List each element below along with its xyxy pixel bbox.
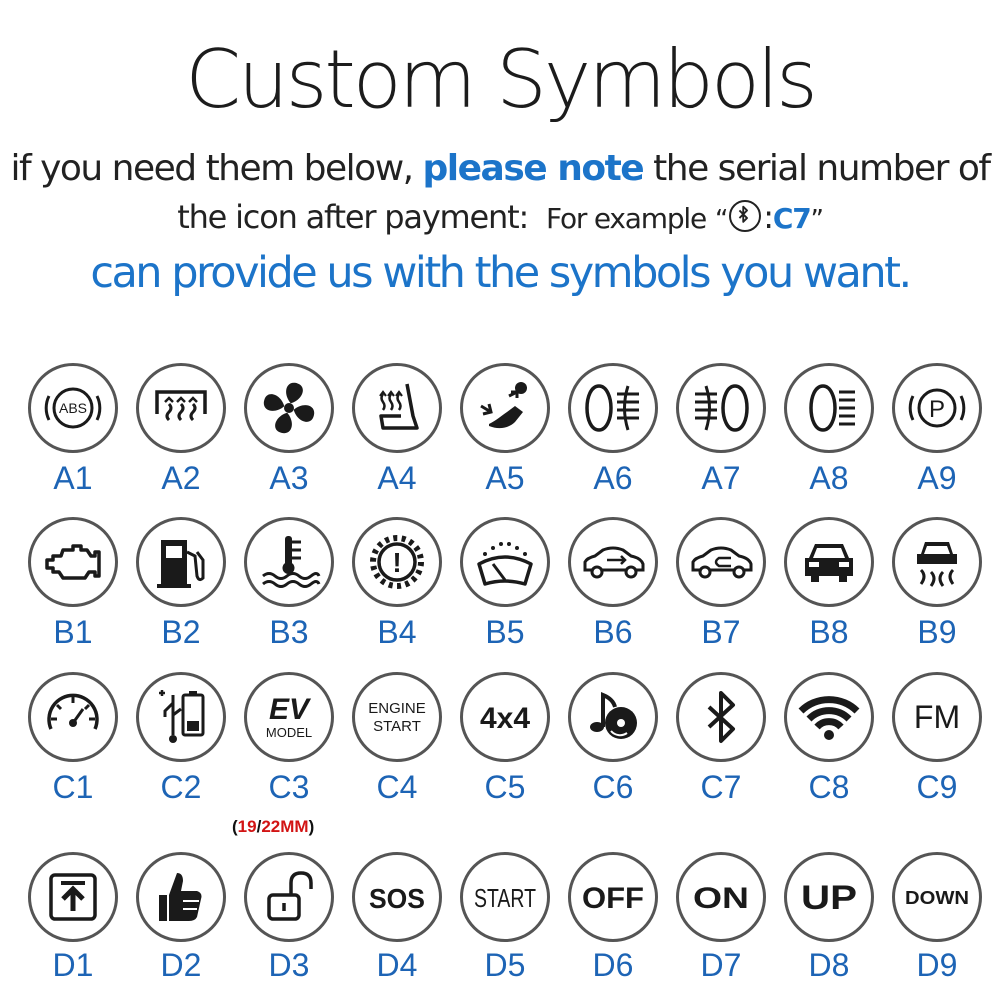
example-code: C7 xyxy=(772,202,811,235)
svg-text:OFF: OFF xyxy=(582,882,644,915)
symbol-code-label: C7 xyxy=(700,769,742,805)
instruction-text: the icon after payment: xyxy=(177,198,529,236)
symbol-code-label: B4 xyxy=(377,614,417,650)
symbol-code-label: D6 xyxy=(592,947,634,983)
svg-text:EV: EV xyxy=(268,693,310,726)
note-size-b: 22MM xyxy=(261,817,309,836)
symbol-code-label: C4 xyxy=(376,769,418,805)
fm-radio-icon xyxy=(892,672,982,762)
svg-text:START: START xyxy=(474,883,537,913)
symbol-code-label: B7 xyxy=(701,614,741,650)
symbol-code-label: D9 xyxy=(916,947,958,983)
svg-text:4x4: 4x4 xyxy=(479,702,531,735)
note-size-a: 19 xyxy=(237,817,257,836)
quote-open: “ xyxy=(714,205,728,235)
note-paren: ( xyxy=(232,817,238,836)
instruction-line-1 xyxy=(0,148,1000,189)
car-front-icon xyxy=(784,517,874,607)
car-side-loop-icon xyxy=(676,517,766,607)
on-icon xyxy=(676,852,766,942)
off-icon xyxy=(568,852,658,942)
symbol-code-label: B1 xyxy=(53,614,93,650)
page-title: Custom Symbols xyxy=(185,33,815,126)
svg-text:START: START xyxy=(373,718,421,735)
upload-arrow-icon xyxy=(28,852,118,942)
symbol-code-label: C9 xyxy=(916,769,958,805)
symbol-code-label: A5 xyxy=(485,460,525,496)
symbol-code-label: D5 xyxy=(484,947,526,983)
symbol-code-label: A4 xyxy=(377,460,417,496)
symbol-code-label: B6 xyxy=(593,614,633,650)
symbol-code-label: A1 xyxy=(53,460,93,496)
wifi-icon xyxy=(784,672,874,762)
symbol-code-label: A7 xyxy=(701,460,741,496)
svg-text:FM: FM xyxy=(913,699,961,735)
instruction-text: if you need them below, xyxy=(10,148,423,189)
symbol-code-label: B3 xyxy=(269,614,309,650)
sos-icon xyxy=(352,852,442,942)
abs-icon xyxy=(28,363,118,453)
svg-text:ABS: ABS xyxy=(58,400,88,416)
fuel-pump-icon xyxy=(136,517,226,607)
symbol-code-label: C1 xyxy=(52,769,94,805)
symbol-code-label: A2 xyxy=(161,460,201,496)
symbol-code-label: D1 xyxy=(52,947,94,983)
music-disc-icon xyxy=(568,672,658,762)
symbol-code-label: D7 xyxy=(700,947,742,983)
symbol-code-label: A3 xyxy=(269,460,309,496)
down-icon xyxy=(892,852,982,942)
instruction-text: the serial number of xyxy=(643,148,990,189)
symbol-code-label: C2 xyxy=(160,769,202,805)
symbol-code-label: B2 xyxy=(161,614,201,650)
svg-text:!: ! xyxy=(392,547,402,578)
traction-control-icon xyxy=(892,517,982,607)
example-colon: : xyxy=(763,198,773,236)
svg-text:ENGINE: ENGINE xyxy=(368,700,426,717)
coolant-temperature-icon xyxy=(244,517,334,607)
highlight-text: please note xyxy=(422,148,644,189)
usb-charging-icon xyxy=(136,672,226,762)
rear-fog-light-icon xyxy=(676,363,766,453)
check-engine-icon xyxy=(28,517,118,607)
symbol-code-label: D3 xyxy=(268,947,310,983)
symbol-code-label: D2 xyxy=(160,947,202,983)
svg-text:UP: UP xyxy=(801,879,857,917)
high-beam-icon xyxy=(784,363,874,453)
start-icon xyxy=(460,852,550,942)
windshield-washer-icon xyxy=(460,517,550,607)
svg-text:P: P xyxy=(928,396,946,423)
symbol-code-label: A6 xyxy=(593,460,633,496)
symbol-code-label: C5 xyxy=(484,769,526,805)
size-note xyxy=(232,817,314,837)
symbol-code-label: C8 xyxy=(808,769,850,805)
bluetooth-icon xyxy=(729,200,761,232)
symbol-code-label: A9 xyxy=(917,460,957,496)
warning-gear-icon xyxy=(352,517,442,607)
seat-heater-icon xyxy=(352,363,442,453)
fan-icon xyxy=(244,363,334,453)
ev-model-icon xyxy=(244,672,334,762)
up-icon xyxy=(784,852,874,942)
parking-brake-icon xyxy=(892,363,982,453)
example-label: For example xyxy=(546,202,706,235)
symbol-code-label: D4 xyxy=(376,947,418,983)
svg-text:DOWN: DOWN xyxy=(905,888,969,908)
air-recirculation-icon xyxy=(460,363,550,453)
svg-text:MODEL: MODEL xyxy=(265,725,313,740)
note-paren: ) xyxy=(308,817,315,836)
instruction-line-3: can provide us with the symbols you want. xyxy=(90,248,910,298)
symbol-code-label: A8 xyxy=(809,460,849,496)
engine-start-icon xyxy=(352,672,442,762)
symbol-code-label: D8 xyxy=(808,947,850,983)
note-slash: / xyxy=(256,817,262,836)
svg-text:SOS: SOS xyxy=(369,883,425,914)
four-by-four-icon xyxy=(460,672,550,762)
car-side-arrow-icon xyxy=(568,517,658,607)
symbol-code-label: B5 xyxy=(485,614,525,650)
speedometer-icon xyxy=(28,672,118,762)
rear-defrost-icon xyxy=(136,363,226,453)
symbol-code-label: C6 xyxy=(592,769,634,805)
quote-close: ” xyxy=(810,205,823,235)
unlock-icon xyxy=(244,852,334,942)
bluetooth-icon xyxy=(676,672,766,762)
symbol-code-label: C3 xyxy=(268,769,310,805)
instruction-line-2 xyxy=(0,198,1000,236)
symbol-code-label: B8 xyxy=(809,614,849,650)
front-fog-light-icon xyxy=(568,363,658,453)
svg-text:ON: ON xyxy=(693,882,749,915)
thumbs-up-icon xyxy=(136,852,226,942)
symbol-code-label: B9 xyxy=(917,614,957,650)
